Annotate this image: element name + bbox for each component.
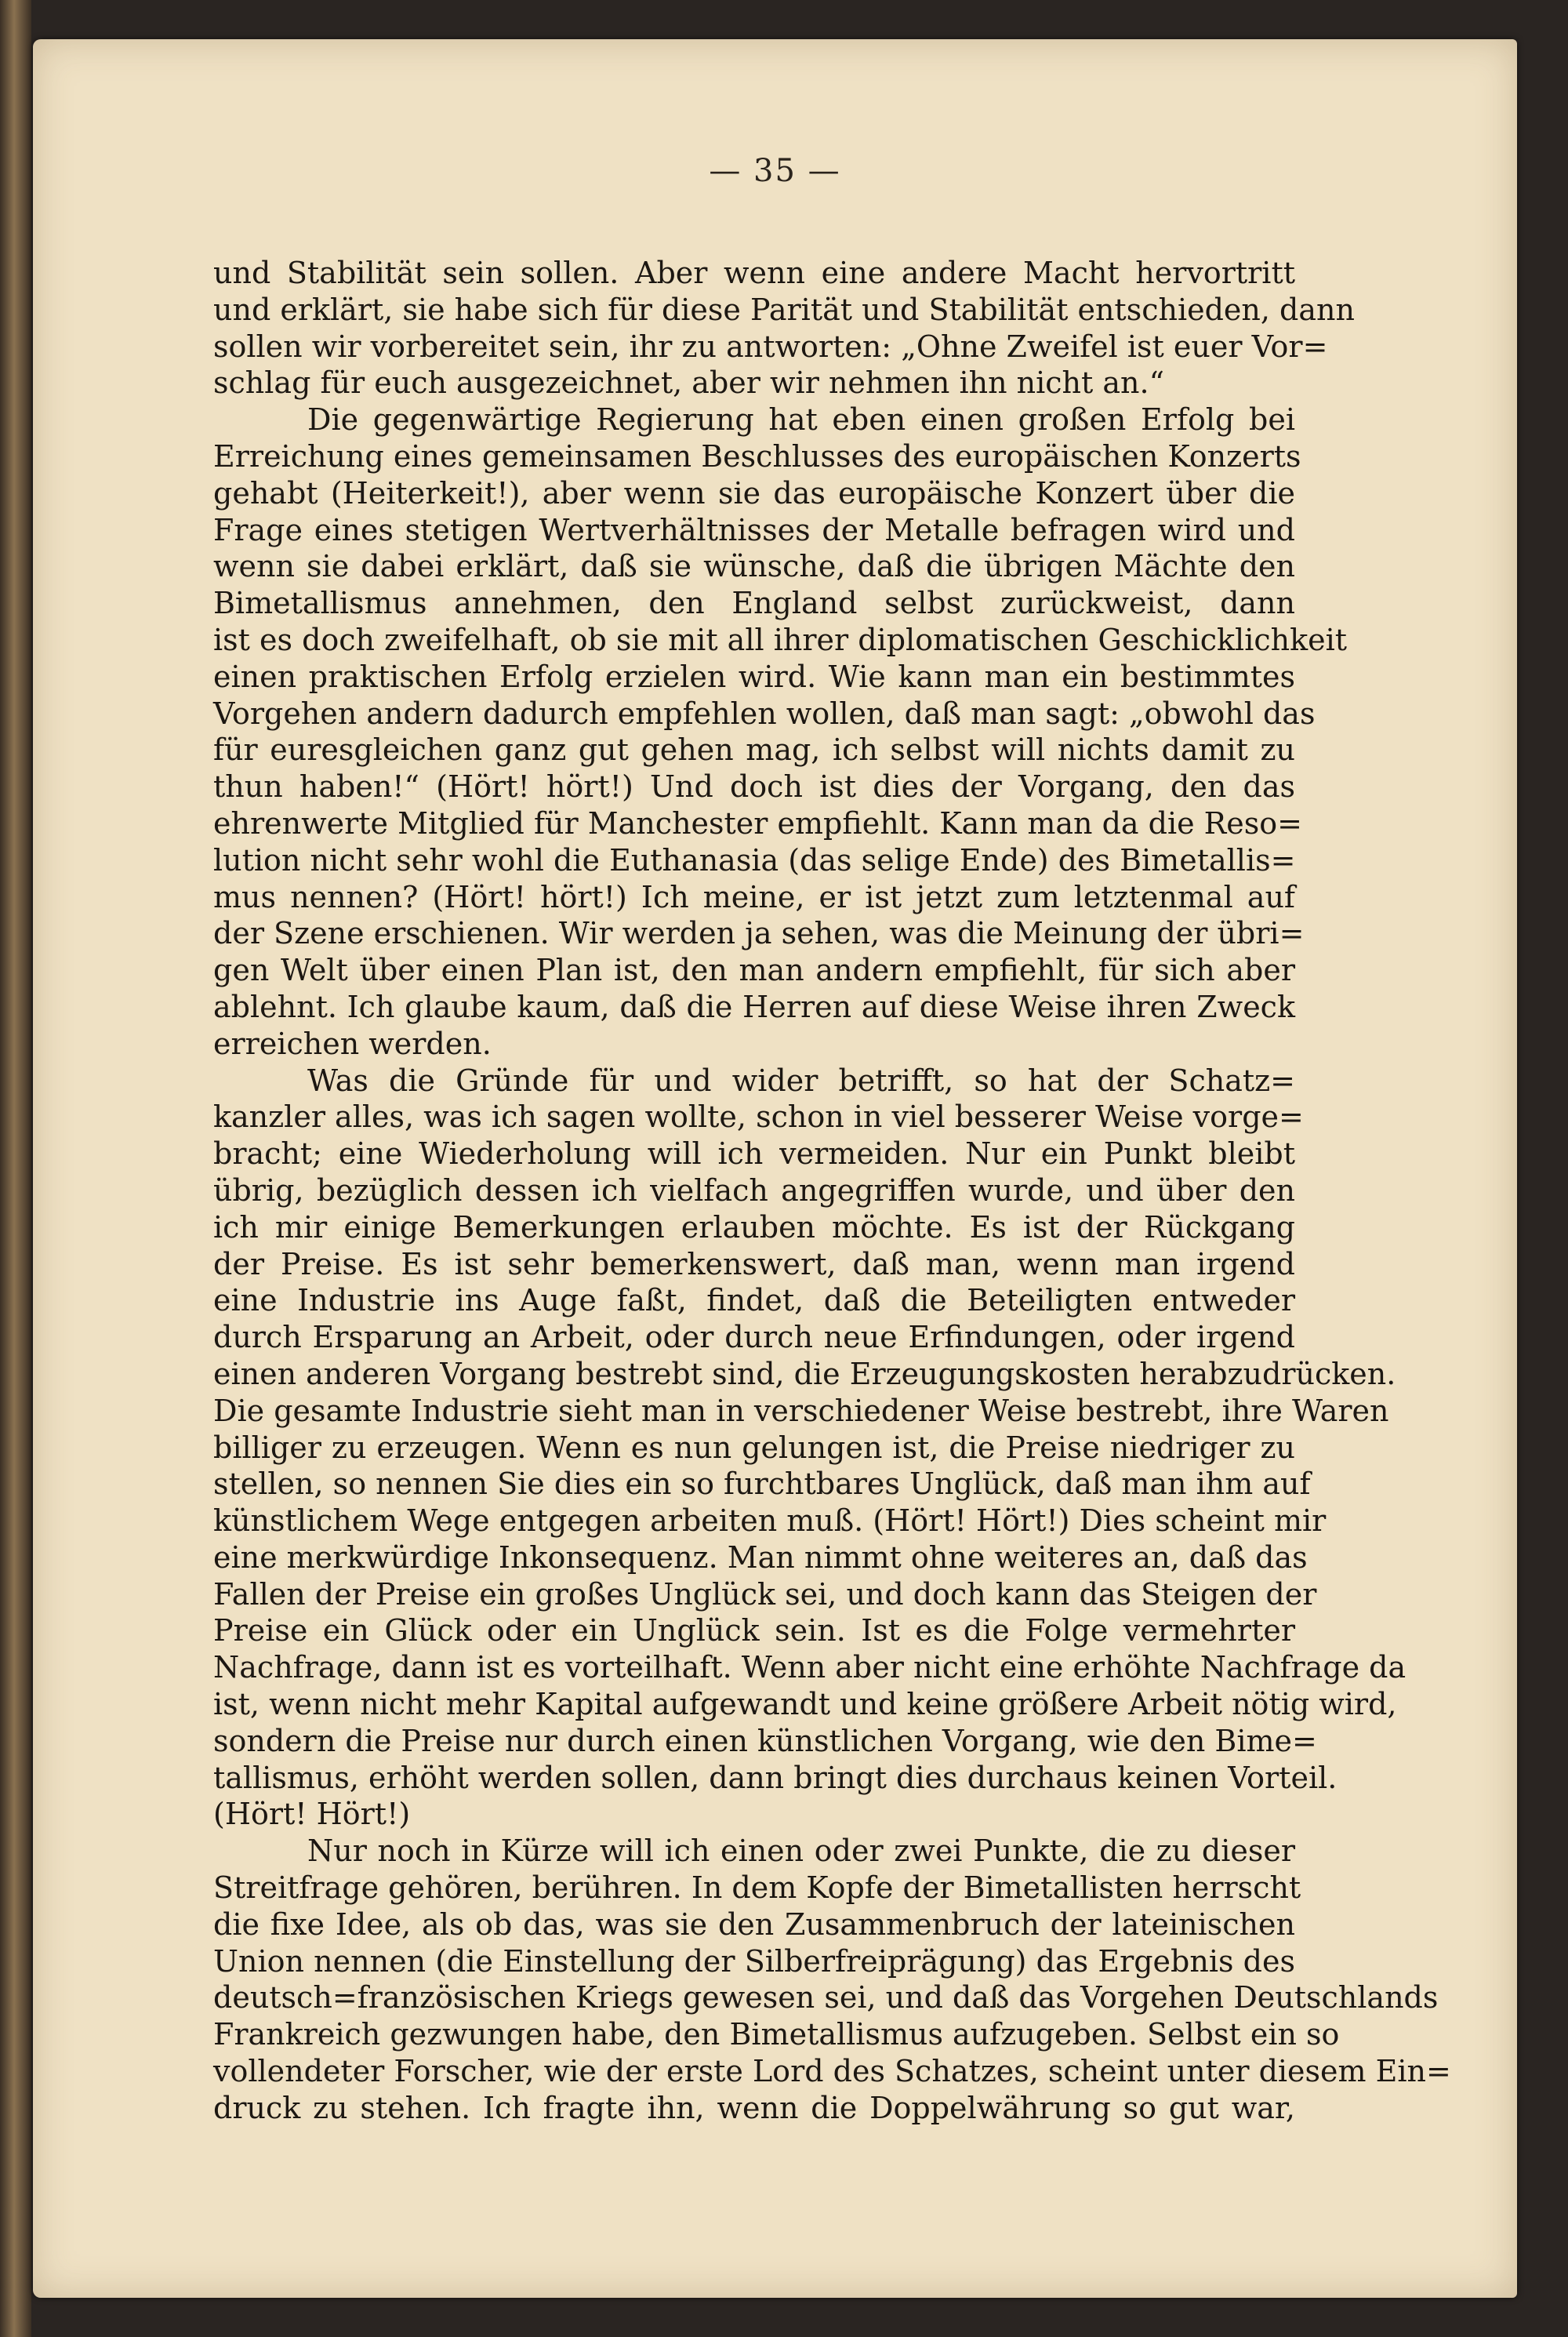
text-line: gehabt (Heiterkeit!), aber wenn sie das europäische Konzert über die [213,475,1295,511]
body-text [213,255,1451,2127]
text-line: sondern die Preise nur durch einen künstlichen Vorgang, wie den Bime= [213,1723,1317,1758]
text-line: Erreichung eines gemeinsamen Beschlusses des europäischen Konzerts [213,438,1301,474]
text-line: Vorgehen andern dadurch empfehlen wollen, daß man sagt: „obwohl das [213,696,1316,731]
text-line: bracht; eine Wiederholung will ich vermeiden. Nur ein Punkt bleibt [213,1136,1295,1172]
text-line: Fallen der Preise ein großes Unglück sei, und doch kann das Steigen der [213,1576,1317,1612]
text-line: Frankreich gezwungen habe, den Bimetallismus aufzugeben. Selbst ein so [213,2017,1340,2052]
text-line: Union nennen (die Einstellung der Silberfreiprägung) das Ergebnis des [213,1943,1295,1979]
text-line: mus nennen? (Hört! hört!) Ich meine, er ist jetzt zum letztenmal auf [213,879,1295,914]
text-line: eine merkwürdige Inkonsequenz. Man nimmt ohne weiteres an, daß das [213,1539,1308,1575]
text-line: durch Ersparung an Arbeit, oder durch neue Erfindungen, oder irgend [213,1320,1295,1355]
text-line: ist es doch zweifelhaft, ob sie mit all ihrer diplomatischen Geschicklichkeit [213,622,1348,657]
text-line: gen Welt über einen Plan ist, den man andern empfiehlt, für sich aber [213,953,1295,988]
text-line: einen praktischen Erfolg erzielen wird. Wie kann man ein bestimmtes [213,659,1295,694]
text-line: einen anderen Vorgang bestrebt sind, die Erzeugungskosten herabzudrücken. [213,1356,1396,1391]
text-line: Was die Gründe für und wider betrifft, so hat der Schatz= [307,1063,1295,1098]
text-line: Frage eines stetigen Wertverhältnisses der Metalle befragen wird und [213,512,1295,547]
page-number: — 35 — [709,153,841,189]
text-line: druck zu stehen. Ich fragte ihn, wenn die Doppelwährung so gut war, [213,2090,1295,2125]
text-line: künstlichem Wege entgegen arbeiten muß. (Hört! Hört!) Dies scheint mir [213,1503,1327,1539]
text-line: ehrenwerte Mitglied für Manchester empfiehlt. Kann man da die Reso= [213,805,1303,841]
text-line: (Hört! Hört!) [213,1797,411,1832]
text-line: deutsch=französischen Kriegs gewesen sei, und daß das Vorgehen Deutschlands [213,1980,1439,2015]
text-line: Preise ein Glück oder ein Unglück sein. Ist es die Folge vermehrter [213,1613,1295,1648]
text-line: für euresgleichen ganz gut gehen mag, ich selbst will nichts damit zu [213,732,1295,768]
text-line: Die gesamte Industrie sieht man in verschiedener Weise bestrebt, ihre Waren [213,1393,1389,1428]
text-line: eine Industrie ins Auge faßt, findet, daß die Beteiligten entweder [213,1283,1295,1318]
text-line: die fixe Idee, als ob das, was sie den Zusammenbruch der lateinischen [213,1906,1295,1942]
text-line: Die gegenwärtige Regierung hat eben einen großen Erfolg bei [307,402,1295,438]
scan-edge [0,0,31,2337]
text-line: Nachfrage, dann ist es vorteilhaft. Wenn aber nicht eine erhöhte Nachfrage da [213,1650,1406,1685]
text-line: sollen wir vorbereitet sein, ihr zu antworten: „Ohne Zweifel ist euer Vor= [213,329,1328,364]
text-line: der Preise. Es ist sehr bemerkenswert, daß man, wenn man irgend [213,1246,1295,1281]
text-line: ich mir einige Bemerkungen erlauben möchte. Es ist der Rückgang [213,1209,1295,1245]
text-line: thun haben!“ (Hört! hört!) Und doch ist dies der Vorgang, den das [213,769,1295,805]
text-line: übrig, bezüglich dessen ich vielfach angegriffen wurde, und über den [213,1172,1295,1208]
text-line: erreichen werden. [213,1026,492,1061]
text-line: der Szene erschienen. Wir werden ja sehen, was die Meinung der übri= [213,916,1305,951]
text-line: Streitfrage gehören, berühren. In dem Kopfe der Bimetallisten herrscht [213,1870,1301,1906]
text-line: ist, wenn nicht mehr Kapital aufgewandt und keine größere Arbeit nötig wird, [213,1687,1397,1722]
text-line: Bimetallismus annehmen, den England selbst zurückweist, dann [213,586,1295,621]
text-line: tallismus, erhöht werden sollen, dann bringt dies durchaus keinen Vorteil. [213,1760,1338,1795]
text-line: ablehnt. Ich glaube kaum, daß die Herren auf diese Weise ihren Zweck [213,989,1295,1024]
text-line: kanzler alles, was ich sagen wollte, schon in viel besserer Weise vorge= [213,1099,1304,1135]
text-line: wenn sie dabei erklärt, daß sie wünsche, daß die übrigen Mächte den [213,549,1295,584]
text-line: Nur noch in Kürze will ich einen oder zwei Punkte, die zu dieser [307,1834,1295,1869]
book-page [33,39,1517,2298]
text-line: und Stabilität sein sollen. Aber wenn eine andere Macht hervortritt [213,256,1295,290]
text-line: vollendeter Forscher, wie der erste Lord des Schatzes, scheint unter diesem Ein= [213,2054,1451,2089]
text-line: billiger zu erzeugen. Wenn es nun gelungen ist, die Preise niedriger zu [213,1430,1295,1465]
text-line: schlag für euch ausgezeichnet, aber wir nehmen ihn nicht an.“ [213,365,1164,401]
text-line: stellen, so nennen Sie dies ein so furchtbares Unglück, daß man ihm auf [213,1467,1311,1502]
text-line: und erklärt, sie habe sich für diese Parität und Stabilität entschieden, dann [213,292,1355,327]
text-line: lution nicht sehr wohl die Euthanasia (das selige Ende) des Bimetallis= [213,842,1296,878]
